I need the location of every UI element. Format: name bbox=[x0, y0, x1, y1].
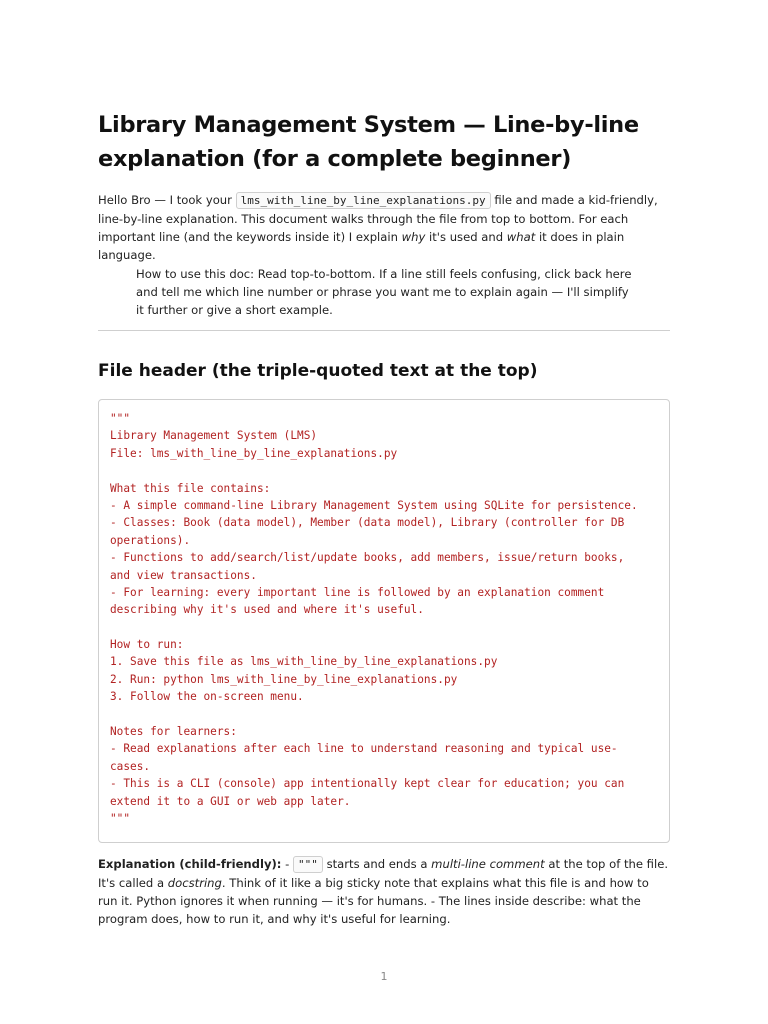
code-line: Library Management System (LMS) bbox=[110, 429, 318, 443]
filename-code: lms_with_line_by_line_explanations.py bbox=[236, 192, 491, 209]
code-line: Notes for learners: bbox=[110, 725, 237, 739]
code-block bbox=[98, 399, 670, 843]
explanation-emphasis-docstring: docstring bbox=[167, 876, 222, 890]
code-line: - A simple command-line Library Management System using SQLite for persistence. bbox=[110, 498, 638, 512]
code-line: """ bbox=[110, 811, 131, 825]
explanation-label: Explanation (child-friendly): bbox=[98, 857, 282, 871]
code-line: File: lms_with_line_by_line_explanations.py bbox=[110, 446, 398, 460]
section-divider bbox=[98, 330, 670, 331]
code-line bbox=[110, 706, 658, 723]
intro-text-4: it does in plain language. bbox=[98, 230, 625, 262]
code-line: cases. bbox=[110, 759, 151, 773]
section-heading: File header (the triple-quoted text at the top) bbox=[98, 361, 538, 381]
usage-note: How to use this doc: Read top-to-bottom. If a line still feels confusing, click back here and tell me which line number or phrase you want me to explain again — I'll simplify it further or give a short example. bbox=[136, 267, 632, 317]
code-line: - This is a CLI (console) app intentionally kept clear for education; you can bbox=[110, 777, 625, 791]
intro-emphasis-what: what bbox=[506, 230, 536, 244]
intro-text-2: file and made a kid-friendly, line-by-line explanation. This document walks through the file from top to bottom. For each important line (and the keywords inside it) I explain bbox=[98, 193, 658, 244]
explanation-text-1: - bbox=[281, 857, 294, 871]
code-line: - Classes: Book (data model), Member (data model), Library (controller for DB bbox=[110, 516, 625, 530]
code-line: operations). bbox=[110, 533, 191, 547]
code-line: - Read explanations after each line to understand reasoning and typical use- bbox=[110, 742, 618, 756]
code-line: 2. Run: python lms_with_line_by_line_explanations.py bbox=[110, 672, 458, 686]
code-line: What this file contains: bbox=[110, 481, 271, 495]
code-line: and view transactions. bbox=[110, 568, 257, 582]
code-line bbox=[110, 619, 658, 636]
code-line: 1. Save this file as lms_with_line_by_line_explanations.py bbox=[110, 655, 498, 669]
intro-text-1: Hello Bro — I took your bbox=[98, 193, 236, 207]
code-line: """ bbox=[110, 412, 131, 425]
explanation-text-2: starts and ends a bbox=[322, 857, 432, 871]
code-line: 3. Follow the on-screen menu. bbox=[110, 690, 304, 704]
explanation-paragraph bbox=[98, 855, 670, 928]
code-line: extend it to a GUI or web app later. bbox=[110, 794, 351, 808]
code-line bbox=[110, 462, 658, 479]
explanation-text-4: . Think of it like a big sticky note that explains what this file is and how to run it. Python ignores it when running — it's for humans. - The lines inside describe: what the program does, how to run it, and why it's useful for learning. bbox=[98, 876, 649, 926]
page-number: 1 bbox=[380, 970, 388, 983]
document-title: Library Management System — Line-by-line explanation (for a complete beginner) bbox=[98, 112, 639, 172]
intro-text-3: it's used and bbox=[425, 230, 507, 244]
docstring-quote-code: """ bbox=[293, 856, 323, 873]
intro-emphasis-why: why bbox=[401, 230, 426, 244]
code-line: describing why it's used and where it's useful. bbox=[110, 603, 424, 617]
intro-paragraph bbox=[98, 191, 670, 264]
explanation-emphasis-comment: multi-line comment bbox=[431, 857, 545, 871]
code-line: - For learning: every important line is followed by an explanation comment bbox=[110, 585, 605, 599]
code-line: - Functions to add/search/list/update books, add members, issue/return books, bbox=[110, 551, 625, 565]
code-line: How to run: bbox=[110, 638, 184, 652]
explanation-text-3: at the top of the file. It's called a bbox=[98, 857, 669, 890]
